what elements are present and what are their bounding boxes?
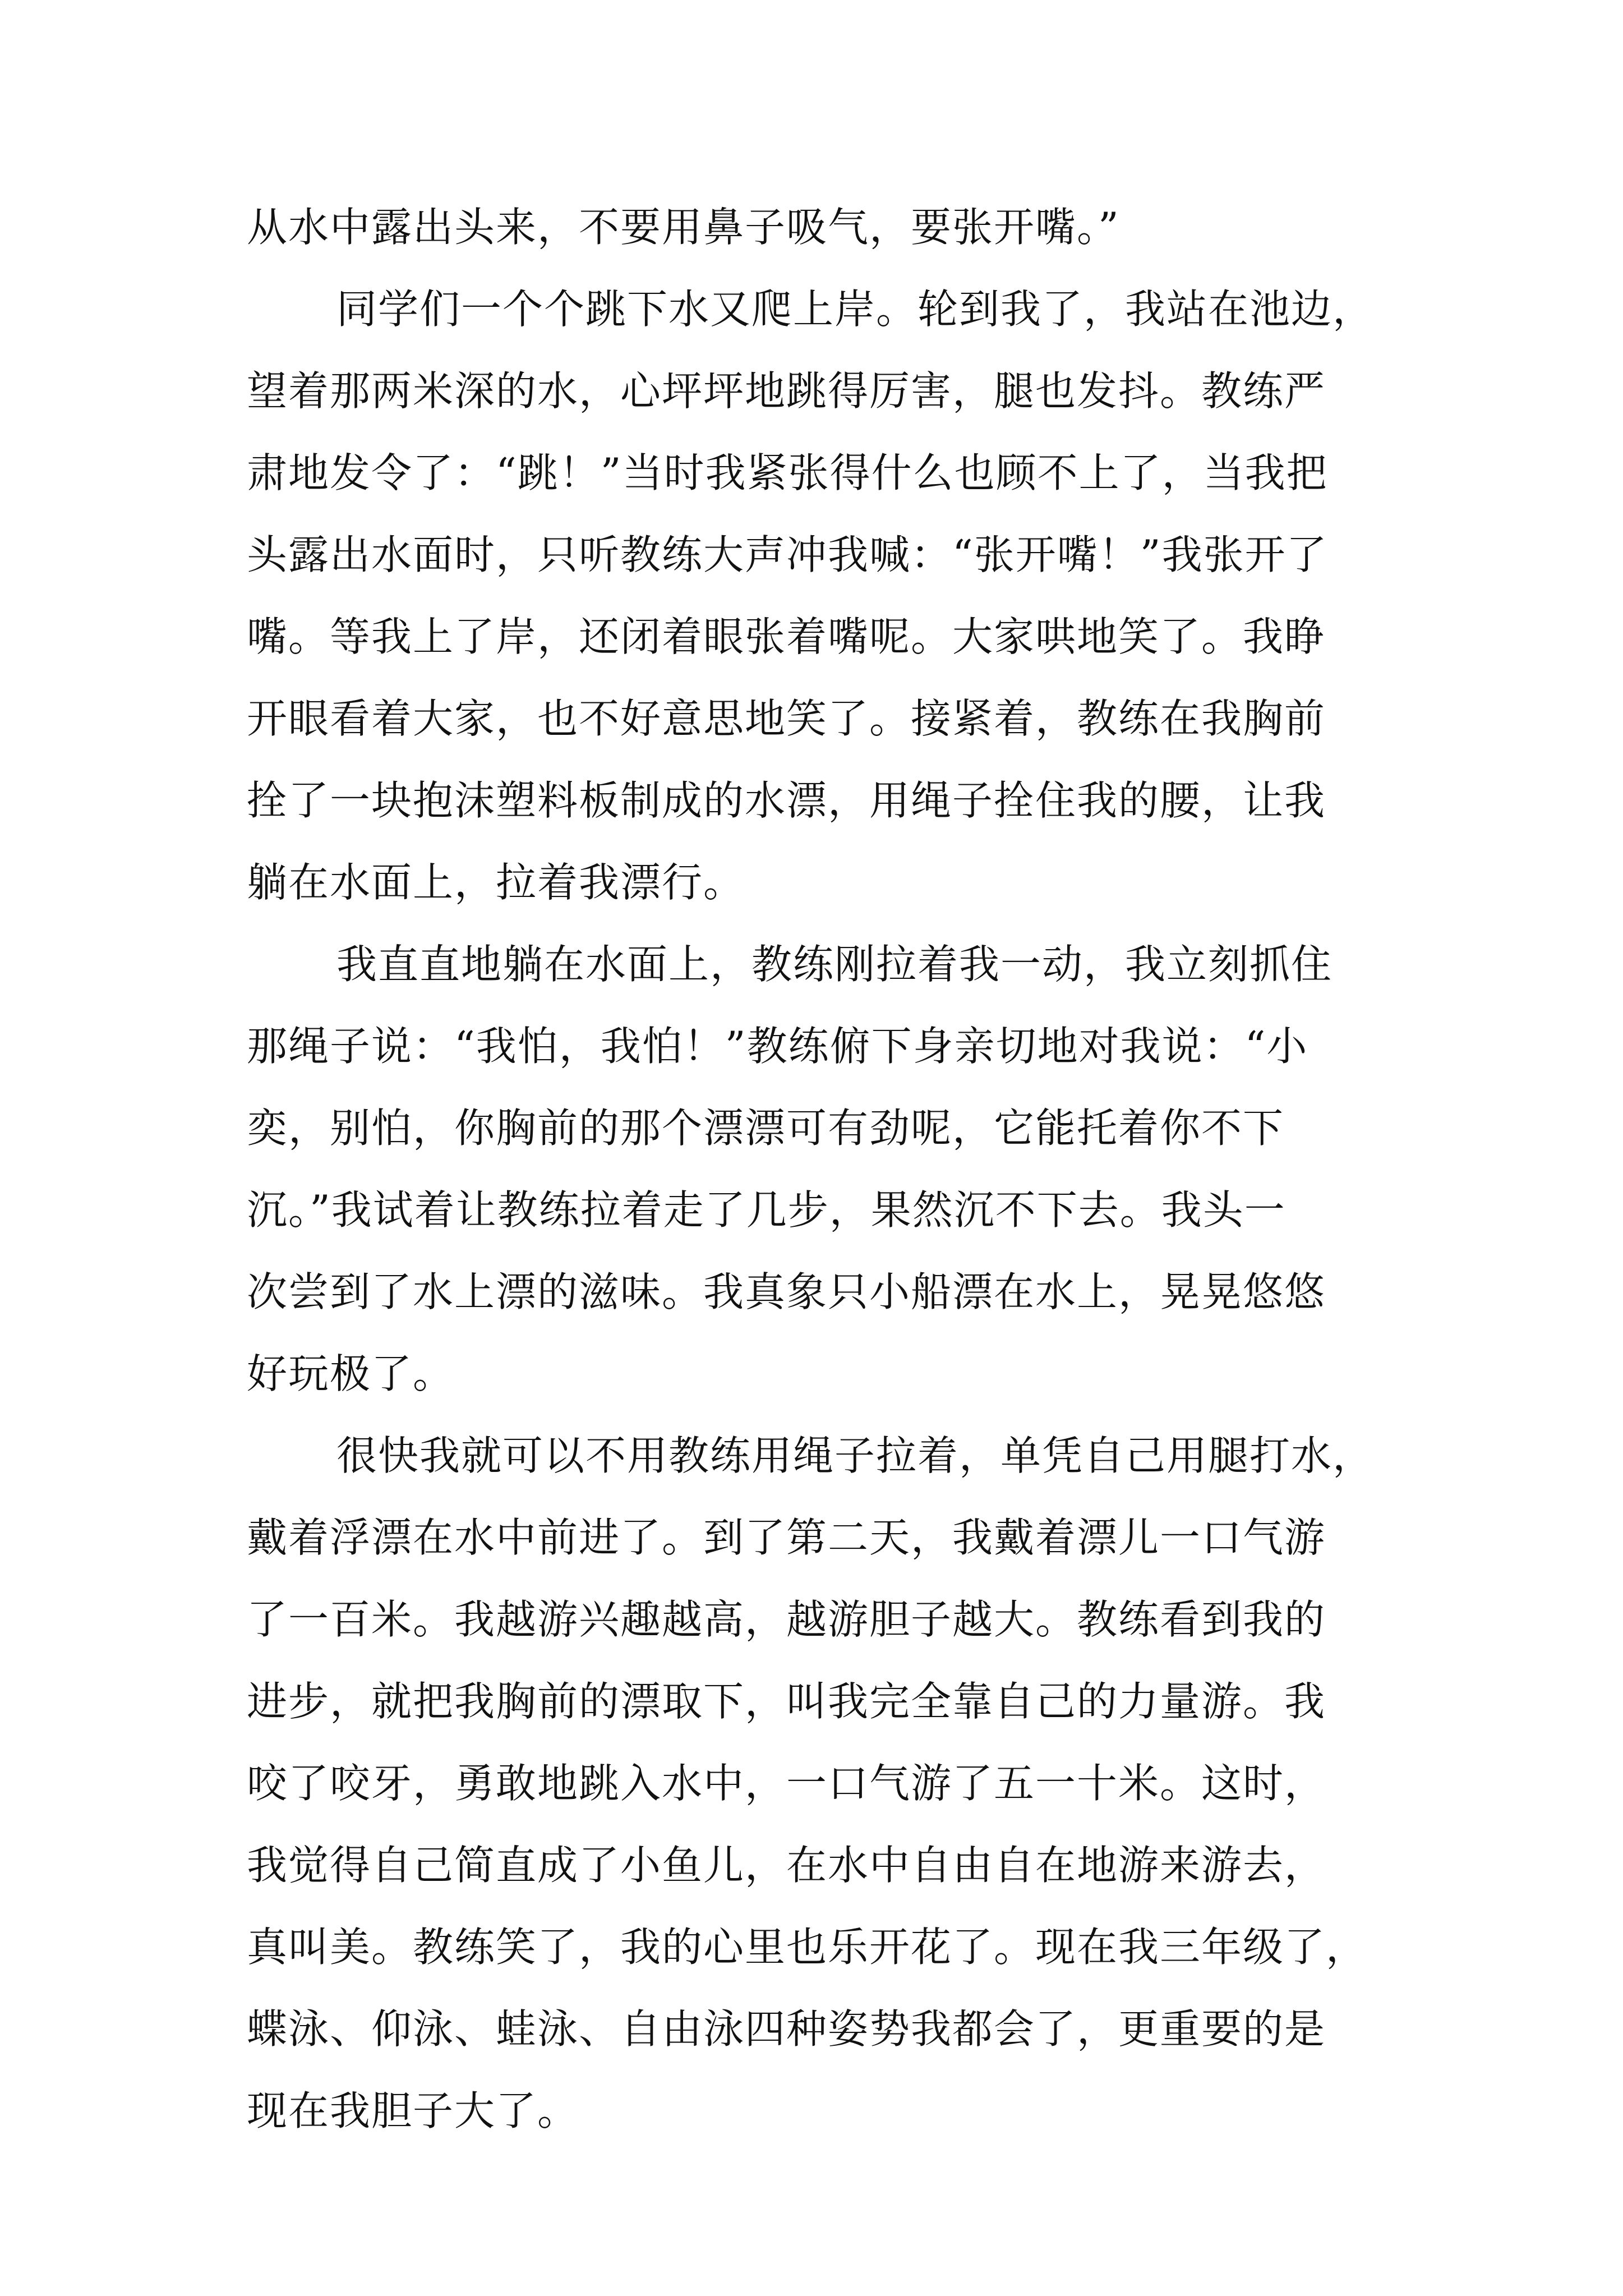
paragraph-start-line: 同学们一个个跳下水又爬上岸。轮到我了，我站在池边， <box>336 286 1375 333</box>
text-line: 躺在水面上，拉着我漂行。 <box>247 859 745 906</box>
text-line: 开眼看着大家，也不好意思地笑了。接紧着，教练在我胸前 <box>247 695 1326 742</box>
text-line: 戴着浮漂在水中前进了。到了第二天，我戴着漂儿一口气游 <box>247 1514 1326 1561</box>
text-line: 咬了咬牙，勇敢地跳入水中，一口气游了五一十米。这时， <box>247 1760 1326 1807</box>
text-line: 次尝到了水上漂的滋味。我真象只小船漂在水上，晃晃悠悠 <box>247 1268 1326 1315</box>
text-line: 好玩极了。 <box>247 1350 455 1397</box>
text-line: 进步，就把我胸前的漂取下，叫我完全靠自己的力量游。我 <box>247 1678 1326 1725</box>
text-line: 拴了一块抱沫塑料板制成的水漂，用绳子拴住我的腰，让我 <box>247 777 1326 824</box>
text-line: 嘴。等我上了岸，还闭着眼张着嘴呢。大家哄地笑了。我睁 <box>247 613 1326 660</box>
text-line: 了一百米。我越游兴趣越高，越游胆子越大。教练看到我的 <box>247 1596 1326 1643</box>
text-line: 望着那两米深的水，心坪坪地跳得厉害，腿也发抖。教练严 <box>247 367 1326 415</box>
text-line-overflow: 现在我胆子大了。 <box>247 2087 579 2134</box>
text-line: 肃地发令了：“跳！”当时我紧张得什么也顾不上了，当我把 <box>247 449 1328 496</box>
text-line: 真叫美。教练笑了，我的心里也乐开花了。现在我三年级了， <box>247 1924 1368 1971</box>
text-line: 头露出水面时，只听教练大声冲我喊：“张开嘴！”我张开了 <box>247 531 1328 578</box>
text-line: 那绳子说：“我怕，我怕！”教练俯下身亲切地对我说：“小 <box>247 1023 1308 1070</box>
text-line: 沉。”我试着让教练拉着走了几步，果然沉不下去。我头一 <box>247 1186 1286 1234</box>
paragraph-start-line: 我直直地躺在水面上，教练刚拉着我一动，我立刻抓住 <box>336 941 1333 988</box>
paragraph-start-line: 很快我就可以不用教练用绳子拉着，单凭自己用腿打水， <box>336 1432 1375 1479</box>
text-line: 从水中露出头来，不要用鼻子吸气，要张开嘴。” <box>247 204 1120 251</box>
text-line: 奕，别怕，你胸前的那个漂漂可有劲呢，它能托着你不下 <box>247 1105 1285 1152</box>
text-line: 我觉得自己简直成了小鱼儿，在水中自由自在地游来游去， <box>247 1842 1326 1889</box>
text-line: 蝶泳、仰泳、蛙泳、自由泳四种姿势我都会了，更重要的是 <box>247 2005 1326 2053</box>
